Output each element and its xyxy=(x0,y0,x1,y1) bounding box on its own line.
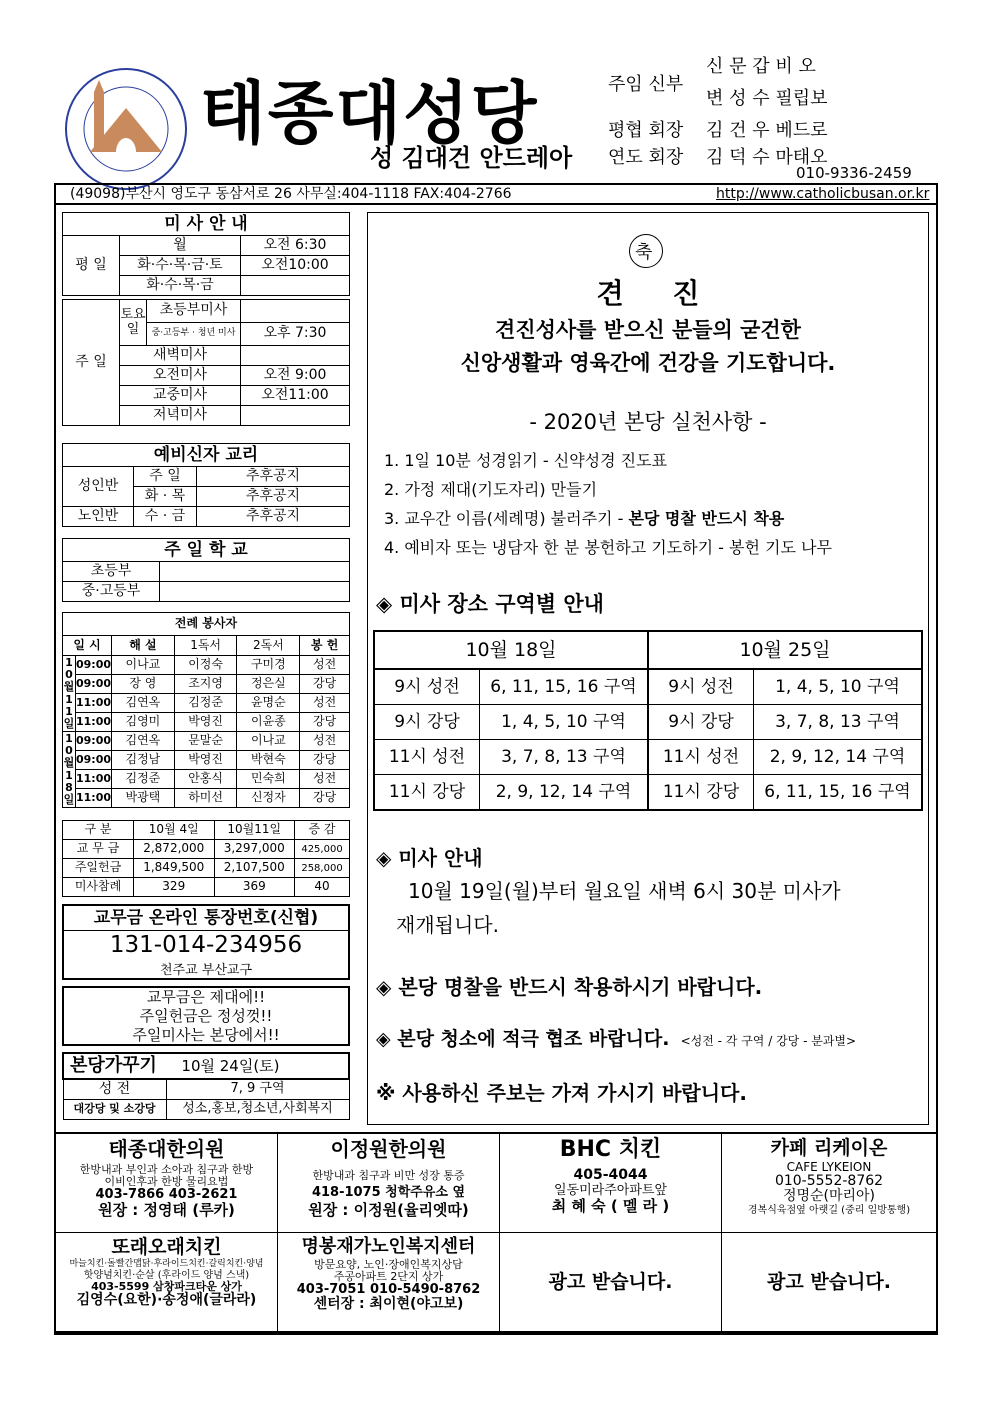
practice-text: 1. 1일 10분 성경읽기 - 신약성경 진도표 xyxy=(384,451,668,470)
ad-cell xyxy=(500,1133,722,1233)
zone-list: 1, 4, 5, 10 구역 xyxy=(480,705,649,740)
practice-title: - 2020년 본당 실천사항 - xyxy=(529,410,767,434)
patron-name: 성 김대건 안드레아 xyxy=(370,144,573,172)
ad-line: 방문요양, 노인·장애인복지상담 xyxy=(314,1257,463,1271)
saturday-mass-name: 초등부미사 xyxy=(147,300,241,323)
account-title: 교무금 온라인 통장번호(신협) xyxy=(64,906,348,931)
mass-notice-text-2: 재개됩니다. xyxy=(396,913,499,937)
zone-list: 3, 7, 8, 13 구역 xyxy=(480,740,649,775)
offering-place: 성전 xyxy=(300,732,350,751)
phone-number: 010-9336-2459 xyxy=(796,164,912,182)
offering-place: 성전 xyxy=(300,770,350,789)
commentator: 김정준 xyxy=(112,770,175,789)
finance-header: 증 감 xyxy=(295,821,350,840)
mass-slot: 9시 강당 xyxy=(374,705,480,740)
badge-text: 축 xyxy=(635,242,653,263)
reader-1: 문말순 xyxy=(174,732,237,751)
commentator: 김정남 xyxy=(112,751,175,770)
account-number: 131-014-234956 xyxy=(109,932,303,958)
ads-section xyxy=(54,1132,938,1333)
finance-label: 주일헌금 xyxy=(63,859,134,878)
offering-place: 강당 xyxy=(300,789,350,808)
cleaning-title: 본당가꾸기 xyxy=(70,1055,157,1077)
reader-2: 구미경 xyxy=(237,656,300,675)
practice-item xyxy=(384,504,832,533)
weekday-time xyxy=(241,276,350,296)
liturgy-header: 2독서 xyxy=(237,636,300,656)
ad-cell xyxy=(55,1233,278,1333)
sunday-school xyxy=(62,538,350,602)
ad-placeholder: 광고 받습니다. xyxy=(548,1270,673,1293)
ad-cell xyxy=(722,1133,938,1233)
ad-name: 카페 리케이온 xyxy=(770,1137,888,1159)
finance-change: 258,000 xyxy=(295,859,350,878)
weekday-time: 오전 6:30 xyxy=(241,236,350,256)
weekday-day: 화·수·목·금 xyxy=(120,276,241,296)
commentator: 장 영 xyxy=(112,675,175,694)
zone-list: 6, 11, 15, 16 구역 xyxy=(754,775,923,811)
role-name-2: 변 성 수 필립보 xyxy=(706,88,828,109)
ad-line: 한방내과 침구과 비만 성장 통증 xyxy=(312,1169,465,1182)
finance-value: 2,107,500 xyxy=(214,859,295,878)
finance-table xyxy=(62,820,350,897)
slogan-line: 주일헌금은 정성껏!! xyxy=(139,1007,273,1025)
liturgy-header: 해 설 xyxy=(112,636,175,656)
cleaning-team: 7, 9 구역 xyxy=(166,1079,349,1100)
finance-value: 2,872,000 xyxy=(134,840,215,859)
reader-1: 하미선 xyxy=(174,789,237,808)
zone-list: 2, 9, 12, 14 구역 xyxy=(754,740,923,775)
finance-header: 구 분 xyxy=(63,821,134,840)
weekday-day: 화·수·목·금·토 xyxy=(120,256,241,276)
mass-slot: 11시 강당 xyxy=(374,775,480,811)
ad-cell xyxy=(722,1233,938,1333)
ad-owner: 김영수(요한)·송정애(글라라) xyxy=(76,1291,257,1308)
ad-line: 010-5552-8762 xyxy=(774,1173,884,1190)
cleaning-table xyxy=(62,1052,350,1120)
sunday-mass-name: 교중미사 xyxy=(120,386,241,406)
ad-line: 일동미라주아파트앞 xyxy=(553,1182,668,1198)
ad-line: 한방내과 부인과 소아과 침구과 한방 xyxy=(79,1163,254,1176)
commentator: 김연옥 xyxy=(112,694,175,713)
catechumen-class xyxy=(62,443,350,527)
mass-slot: 9시 성전 xyxy=(648,669,754,705)
sunday-mass-time: 오전 9:00 xyxy=(241,366,350,386)
school-division: 중·고등부 xyxy=(63,582,160,602)
role-name-3: 김 건 우 베드로 xyxy=(706,120,828,141)
commentator: 박광택 xyxy=(112,789,175,808)
ad-cell xyxy=(278,1233,500,1333)
ad-line: CAFE LYKEION xyxy=(786,1159,872,1174)
congrats-line-1: 견진성사를 받으신 분들의 굳건한 xyxy=(495,318,801,342)
role-label-1: 주임 신부 xyxy=(608,74,684,95)
liturgy-time: 11:00 xyxy=(76,713,112,732)
saturday-mass-time: 오후 7:30 xyxy=(241,323,350,346)
church-seal xyxy=(60,66,192,192)
offering-place: 성전 xyxy=(300,656,350,675)
ad-name: BHC 치킨 xyxy=(559,1137,662,1162)
reader-1: 박영진 xyxy=(174,751,237,770)
finance-value: 329 xyxy=(134,878,215,897)
sunday-mass-name: 저녁미사 xyxy=(120,406,241,426)
church-title: 태종대성당 xyxy=(200,75,539,154)
finance-change: 40 xyxy=(295,878,350,897)
reader-1: 조지영 xyxy=(174,675,237,694)
commentator: 김연옥 xyxy=(112,732,175,751)
commentator: 이나교 xyxy=(112,656,175,675)
liturgy-time: 09:00 xyxy=(76,675,112,694)
reader-1: 김정준 xyxy=(174,694,237,713)
role-label-4: 연도 회장 xyxy=(608,147,684,168)
practice-text: 3. 교우간 이름(세례명) 불러주기 - xyxy=(384,509,629,528)
ad-name: 또래오래치킨 xyxy=(111,1236,222,1258)
catechumen-group: 노인반 xyxy=(63,507,134,527)
ad-line: 정명순(마리아) xyxy=(782,1188,876,1205)
mass-slot: 11시 성전 xyxy=(648,740,754,775)
ad-line: 마늘치킨·돌빨간맵닭·후라이드치킨·갈릭치킨·양념 xyxy=(69,1258,264,1269)
nametag-notice: ◈ 본당 명찰을 반드시 착용하시기 바랍니다. xyxy=(376,975,763,999)
school-division: 초등부 xyxy=(63,562,160,582)
catechumen-group: 성인반 xyxy=(63,467,134,507)
mass-notice-text-1: 10월 19일(월)부터 월요일 새벽 6시 30분 미사가 xyxy=(408,879,841,903)
liturgy-time: 09:00 xyxy=(76,751,112,770)
reader-1: 박영진 xyxy=(174,713,237,732)
sunday-mass-time xyxy=(241,406,350,426)
role-label-3: 평협 회장 xyxy=(608,120,684,141)
ad-name: 이정원한의원 xyxy=(330,1137,447,1161)
finance-value: 3,297,000 xyxy=(214,840,295,859)
reader-2: 이나교 xyxy=(237,732,300,751)
catechumen-note: 추후공지 xyxy=(197,507,350,527)
practice-text: 2. 가정 제대(기도자리) 만들기 xyxy=(384,480,598,499)
weekday-time: 오전10:00 xyxy=(241,256,350,276)
liturgy-volunteers xyxy=(62,612,350,808)
reader-2: 박현숙 xyxy=(237,751,300,770)
reader-2: 정은실 xyxy=(237,675,300,694)
liturgy-time: 11:00 xyxy=(76,789,112,808)
finance-value: 369 xyxy=(214,878,295,897)
ad-line: 주공아파트 2단지 상가 xyxy=(333,1269,444,1283)
liturgy-date: 10월11일 xyxy=(63,656,75,730)
cleaning-place: 대강당 및 소강당 xyxy=(63,1100,166,1120)
weekday-day: 월 xyxy=(120,236,241,256)
catechumen-note: 추후공지 xyxy=(197,467,350,487)
mass-slot: 9시 강당 xyxy=(648,705,754,740)
ad-cell xyxy=(55,1133,278,1233)
congrats-line-2: 신앙생활과 영육간에 건강을 기도합니다. xyxy=(460,351,836,375)
sunday-mass-time xyxy=(241,346,350,366)
ad-owner: 센터장 : 최이현(야고보) xyxy=(313,1296,464,1313)
ad-placeholder: 광고 받습니다. xyxy=(767,1270,891,1293)
cleaning-notice: ◈ 본당 청소에 적극 협조 바랍니다. xyxy=(376,1028,670,1050)
ad-owner: 최 혜 숙 ( 멜 라 ) xyxy=(551,1196,670,1215)
practice-emphasis: 본당 명찰 반드시 착용 xyxy=(628,509,785,528)
finance-header: 10월 4일 xyxy=(134,821,215,840)
address-bar xyxy=(54,183,938,205)
mass-schedule xyxy=(62,212,350,426)
catechumen-day: 화 · 목 xyxy=(134,487,197,507)
sunday-mass-name: 오전미사 xyxy=(120,366,241,386)
mass-slot: 11시 강당 xyxy=(648,775,754,811)
location-date-header: 10월 18일 xyxy=(374,631,648,669)
saturday-mass-name: 중·고등부 · 청년 미사 xyxy=(147,323,241,346)
cleaning-team: 성소,홍보,청소년,사회복지 xyxy=(166,1100,349,1120)
cleaning-place: 성 전 xyxy=(63,1079,166,1100)
reader-2: 신정자 xyxy=(237,789,300,808)
weekday-label: 평 일 xyxy=(63,236,120,296)
confirmation-heading: 견 진 xyxy=(596,277,700,310)
liturgy-time: 09:00 xyxy=(76,732,112,751)
cleaning-notice-row xyxy=(376,1024,856,1051)
zone-list: 3, 7, 8, 13 구역 xyxy=(754,705,923,740)
ad-phone: 403-5599 삼창파크타운 상가 xyxy=(91,1279,242,1293)
location-table xyxy=(373,630,923,811)
reader-2: 민숙희 xyxy=(237,770,300,789)
reader-2: 이윤종 xyxy=(237,713,300,732)
role-name-4: 김 덕 수 마태오 xyxy=(706,147,828,168)
finance-value: 1,849,500 xyxy=(134,859,215,878)
congrats-badge xyxy=(624,234,668,268)
cleaning-date: 10월 24일(토) xyxy=(181,1057,280,1076)
commentator: 김영미 xyxy=(112,713,175,732)
ad-cell xyxy=(278,1133,500,1233)
role-name-1: 신 문 갑 비 오 xyxy=(706,56,816,77)
finance-header: 10월11일 xyxy=(214,821,295,840)
address: (49098)부산시 영도구 동삼서로 26 사무실:404-1118 FAX:404-2766 xyxy=(70,186,512,202)
catechumen-day: 주 일 xyxy=(134,467,197,487)
ad-line: 405-4044 xyxy=(573,1167,648,1184)
ad-line: 핫양념치킨·순살 (후라이드 양념 스낵) xyxy=(83,1269,250,1281)
finance-change: 425,000 xyxy=(295,840,350,859)
ad-name: 태종대한의원 xyxy=(108,1137,225,1161)
sunday-school-title: 주 일 학 교 xyxy=(63,539,350,562)
liturgy-header: 1독서 xyxy=(174,636,237,656)
zone-list: 6, 11, 15, 16 구역 xyxy=(480,669,649,705)
sunday-label: 주 일 xyxy=(63,300,120,426)
reader-1: 이정숙 xyxy=(174,656,237,675)
offering-place: 강당 xyxy=(300,713,350,732)
liturgy-date: 10월18일 xyxy=(63,732,75,806)
ad-name: 명봉재가노인복지센터 xyxy=(301,1236,476,1257)
practice-item xyxy=(384,533,832,562)
mass-slot: 11시 성전 xyxy=(374,740,480,775)
ad-owner: 원장 : 이정원(율리엣따) xyxy=(308,1201,469,1220)
zone-list: 1, 4, 5, 10 구역 xyxy=(754,669,923,705)
bulletin-notice: ※ 사용하신 주보는 가져 가시기 바랍니다. xyxy=(376,1081,747,1105)
liturgy-time: 11:00 xyxy=(76,694,112,713)
ad-phone: 418-1075 청학주유소 옆 xyxy=(311,1185,466,1201)
cleaning-notice-detail: <성전 - 각 구역 / 강당 - 분과별> xyxy=(680,1034,857,1048)
ad-phone: 403-7051 010-5490-8762 xyxy=(296,1281,481,1297)
ad-cell xyxy=(500,1233,722,1333)
practice-text: 4. 예비자 또는 냉담자 한 분 봉헌하고 기도하기 - 봉헌 기도 나무 xyxy=(384,538,832,557)
liturgy-header: 일 시 xyxy=(63,636,112,656)
finance-label: 미사참례 xyxy=(63,878,134,897)
zone-list: 2, 9, 12, 14 구역 xyxy=(480,775,649,811)
liturgy-header: 봉 헌 xyxy=(300,636,350,656)
catechumen-note: 추후공지 xyxy=(197,487,350,507)
liturgy-title: 전례 봉사자 xyxy=(63,613,350,636)
practice-list xyxy=(384,446,832,562)
offering-place: 강당 xyxy=(300,751,350,770)
finance-label: 교 무 금 xyxy=(63,840,134,859)
saturday-label: 토요일 xyxy=(120,300,147,346)
account-owner: 천주교 부산교구 xyxy=(159,963,253,978)
account-box xyxy=(62,904,350,980)
slogan-box xyxy=(62,986,350,1046)
mass-slot: 9시 성전 xyxy=(374,669,480,705)
offering-place: 강당 xyxy=(300,675,350,694)
reader-1: 안홍식 xyxy=(174,770,237,789)
ad-phone: 403-7866 403-2621 xyxy=(95,1187,238,1203)
mass-notice-title: ◈ 미사 안내 xyxy=(376,846,483,870)
slogan-line: 교무금은 제대에!! xyxy=(146,988,266,1006)
slogan-line: 주일미사는 본당에서!! xyxy=(132,1026,280,1044)
catechumen-title: 예비신자 교리 xyxy=(63,444,350,467)
catechumen-day: 수 · 금 xyxy=(134,507,197,527)
ad-owner: 경복식육점옆 아랫길 (중리 일방통행) xyxy=(747,1204,911,1216)
website-link[interactable]: http://www.catholicbusan.or.kr xyxy=(716,186,930,202)
ad-owner: 원장 : 정영태 (루카) xyxy=(98,1201,235,1220)
practice-item xyxy=(384,446,832,475)
mass-title: 미 사 안 내 xyxy=(63,213,350,236)
sunday-mass-time: 오전11:00 xyxy=(241,386,350,406)
reader-2: 윤명순 xyxy=(237,694,300,713)
liturgy-time: 11:00 xyxy=(76,770,112,789)
sunday-mass-name: 새벽미사 xyxy=(120,346,241,366)
practice-item xyxy=(384,475,832,504)
location-title: ◈ 미사 장소 구역별 안내 xyxy=(376,592,604,616)
offering-place: 성전 xyxy=(300,694,350,713)
liturgy-time: 09:00 xyxy=(76,656,112,675)
saturday-mass-time xyxy=(241,300,350,323)
location-date-header: 10월 25일 xyxy=(648,631,922,669)
ad-line: 이비인후과 한방 물리요법 xyxy=(104,1175,229,1189)
